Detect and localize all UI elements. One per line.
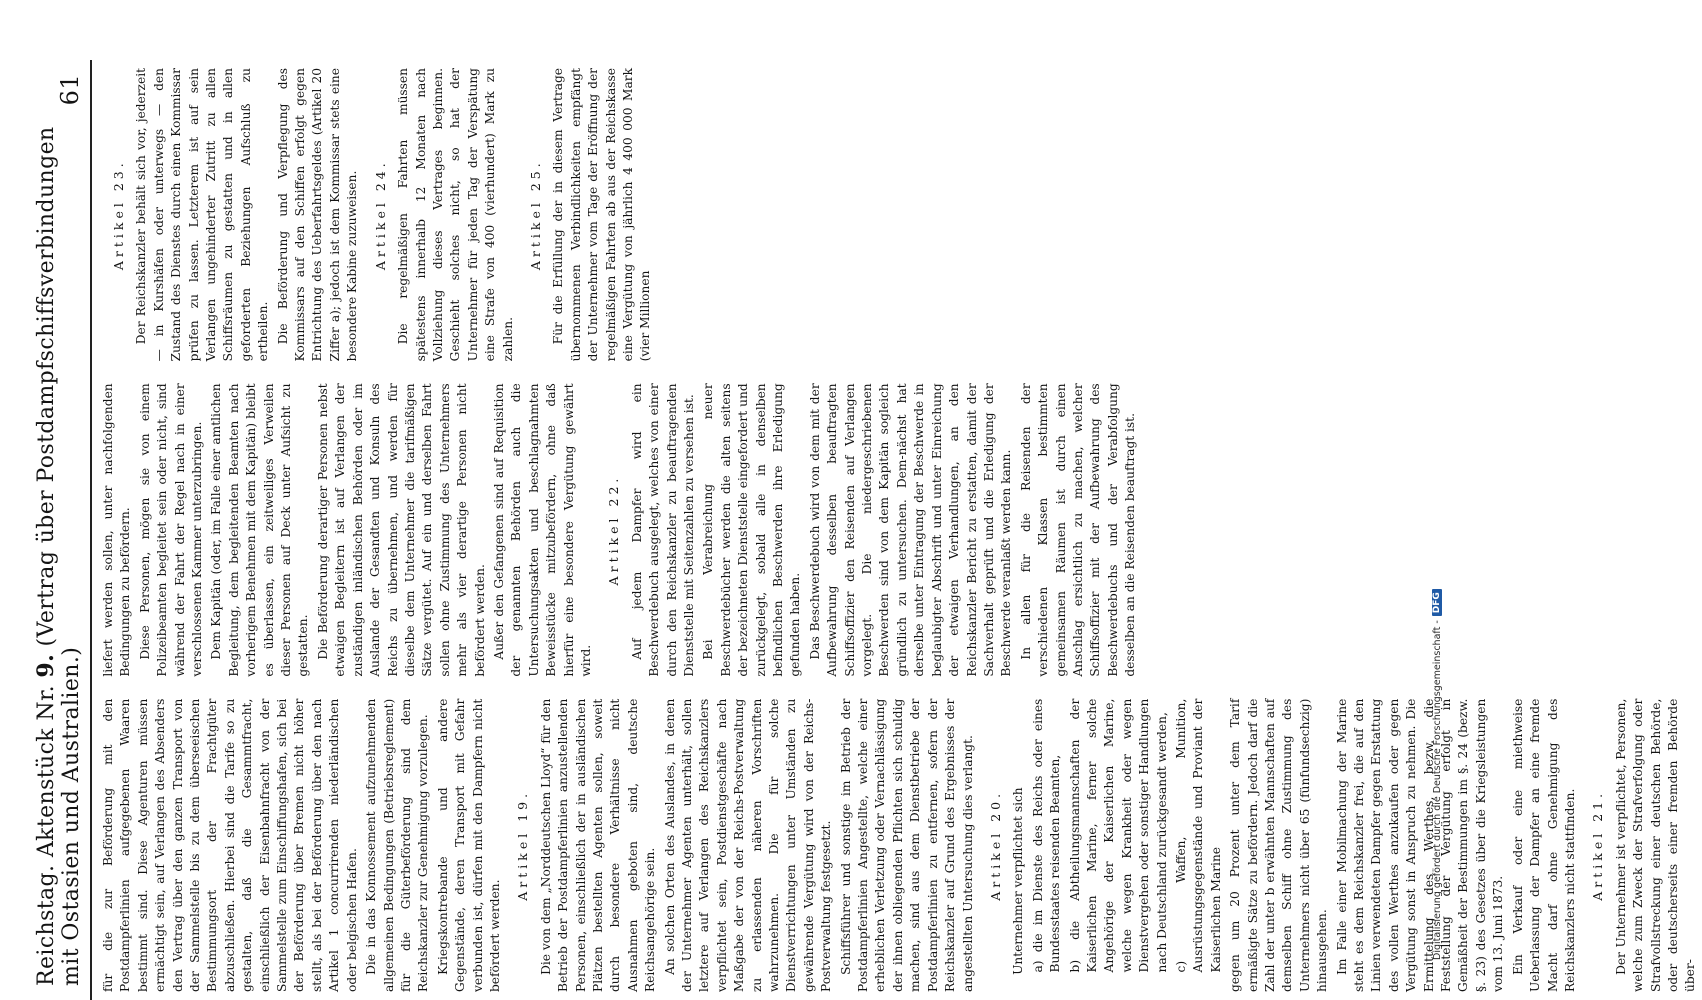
article-24-heading: Artikel 24. bbox=[372, 159, 388, 271]
paragraph: Außer den Gefangenen sind auf Requisition der genannten Behörden auch die Untersuchungsakten und beschlagnahmten Beweisstücke mitzubefördern, ohne daß hierfür eine besondere Vergütung gewährt wird. bbox=[491, 383, 593, 677]
paragraph: Ein Verkauf oder eine miethweise Ueberlassung der Dampfer an eine fremde Macht darf ohne Genehmigung des Reichskanzlers nicht stattfinden. bbox=[1510, 698, 1577, 992]
paragraph: Der Reichskanzler behält sich vor, jederzeit — in Kurshäfen oder unterwegs — den Zustand des Dienstes durch einen Kommissar prüfen zu lassen. Letzterem ist auf sein Verlangen ungehinderter Zutritt zu allen Schiffsräumen zu gestatten und in allen geforderten Beziehungen Aufschluß zu ertheilen. bbox=[134, 68, 271, 362]
list-item: b) die Abtheilungsmannschaften der Kaiserlichen Marine, ferner solche Angehörige der Kaiserlichen Marine, welche wegen Krankheit oder wegen Dienstvergehen oder sonstiger Handlungen nach Deutschland zurückgesandt werden, bbox=[1067, 698, 1169, 973]
dfg-logo: DFG bbox=[1432, 589, 1442, 616]
page-number: 61 bbox=[56, 74, 84, 106]
paragraph: An solchen Orten des Auslandes, in denen der Unternehmer Agenten unterhält, sollen letztere auf Verlangen des Reichskanzlers verpflichtet sein, Postdienstgeschäfte nach Maßgabe der von der Reichs-Postverwaltung zu erlassenden näheren Vorschriften wahrzunehmen. Die für solche Dienstverrichtungen unter Umständen zu gewährende Vergütung wird von der Reichs-Postverwaltung festgesetzt. bbox=[662, 698, 834, 992]
header-title-rest: (Vertrag über Postdampfschiffsverbindungen mit Ostasien und Australien.) bbox=[34, 126, 84, 986]
article-22-heading: Artikel 22. bbox=[606, 474, 622, 586]
article-19-heading: Artikel 19. bbox=[515, 789, 531, 901]
paragraph: liefert werden sollen, unter nachfolgenden Bedingungen zu befördern. bbox=[101, 383, 133, 677]
running-head bbox=[33, 60, 92, 1000]
paragraph: Schiffsführer und sonstige im Betrieb der Postdampferlinien Angestellte, welche einer erheblichen Verletzung oder Vernachlässigung der ihnen obliegenden Pflichten sich schuldig machen, sind aus dem Dienstbetriebe der Postdampferlinien zu entfernen, sofern der Reichskanzler auf Grund des Ergebnisses der angestellten Untersuchung dies verlangt. bbox=[838, 698, 975, 992]
paragraph: Die Beförderung und Verpflegung des Kommissars auf den Schiffen erfolgt gegen Entrichtung des Ueberfahrtsgeldes (Artikel 20 Ziffer a); jedoch ist dem Kommissar stets eine besondere Kabine zuzuweisen. bbox=[275, 68, 360, 362]
paragraph: Auf jedem Dampfer wird ein Beschwerdebuch ausgelegt, welches von einer durch den Reichskanzler zu beauftragenden Dienststelle mit Seitenzahlen zu versehen ist. bbox=[629, 383, 696, 677]
header-number: 9. bbox=[33, 653, 59, 678]
column-right bbox=[100, 68, 1702, 361]
paragraph: gegen um 20 Prozent unter dem Tarif ermäßigte Sätze zu befördern. Jedoch darf die Zahl der unter b erwähnten Mannschaften auf demselben Schiff ohne Zustimmung des Unternehmers nicht über 65 (fünfundsechzig) hinausgehen. bbox=[1228, 698, 1330, 992]
paragraph: Der Unternehmer ist verpflichtet, Personen, welche zum Zweck der Strafverfolgung oder Strafvollstreckung einer deutschen Behörde, oder deutscherseits einer fremden Behörde über- bbox=[1613, 698, 1698, 992]
paragraph: Für die Erfüllung der in diesem Vertrage übernommenen Verbindlichkeiten empfängt der Unternehmer vom Tage der Eröffnung der regelmäßigen Fahrten ab aus der Reichskasse eine Vergütung von jährlich 4 400 000 Mark (vier Millionen bbox=[551, 68, 653, 362]
paragraph: Diese Personen, mögen sie von einem Polizeibeamten begleitet sein oder nicht, sind während der Fahrt der Regel nach in einer verschlossenen Kammer unterzubringen. bbox=[137, 383, 205, 677]
digitization-credit bbox=[1410, 40, 1443, 960]
article-21-heading: Artikel 21. bbox=[1590, 789, 1606, 901]
list-item: c) Waffen, Munition, Ausrüstungsgegenstände und Proviant der Kaiserlichen Marine bbox=[1173, 698, 1223, 973]
paragraph: In allen für die Reisenden der verschiedenen Klassen bestimmten gemeinsamen Räumen ist durch einen Anschlag ersichtlich zu machen, welcher Schiffsoffizier mit der Aufbewahrung des Beschwerdebuchs und der Verabfolgung desselben an die Reisenden beauftragt ist. bbox=[1018, 383, 1138, 677]
paragraph: Die von dem „Norddeutschen Lloyd“ für den Betrieb der Postdampferlinien anzustellenden Personen, einschließlich der in ausländischen Plätzen bestellten Agenten sollen, soweit durch besondere Verhältnisse nicht Ausnahmen geboten sind, deutsche Reichsangehörige sein. bbox=[538, 698, 658, 992]
paragraph: Die regelmäßigen Fahrten müssen spätestens innerhalb 12 Monaten nach Vollziehung dieses Vertrages beginnen. Geschieht solches nicht, so hat der Unternehmer für jeden Tag der Verspätung eine Strafe von 400 (vierhundert) Mark zu zahlen. bbox=[396, 68, 515, 362]
credit-text: Digitalisierung gefördert durch die Deutsche Forschungsgemeinschaft - bbox=[1431, 620, 1443, 960]
article-20-heading: Artikel 20. bbox=[987, 789, 1003, 901]
paragraph: Bei Verabreichung neuer Beschwerdebücher werden die alten seitens der bezeichneten Dienststelle eingefordert und zurückgelegt, sobald alle in denselben befindlichen Beschwerden ihre Erledigung gefunden haben. bbox=[701, 383, 803, 677]
header-title bbox=[33, 105, 84, 986]
paragraph: Die in das Konnossement aufzunehmenden allgemeinen Bedingungen (Betriebsreglement) für die Güterbeförderung sind dem Reichskanzler zur Genehmigung vorzulegen. bbox=[364, 698, 431, 992]
list-item: a) die im Dienste des Reichs oder eines Bundesstaates reisenden Beamten, bbox=[1030, 698, 1063, 973]
paragraph: Unternehmer verpflichtet sich bbox=[1011, 787, 1026, 975]
paragraph: Kriegskontrebande und andere Gegenstände, deren Transport mit Gefahr verbunden ist, dürfen mit den Dampfern nicht befördert werden. bbox=[435, 698, 502, 992]
paragraph: Das Beschwerdebuch wird von dem mit der Aufbewahrung desselben beauftragten Schiffsoffizier den Reisenden auf Verlangen vorgelegt. Die niedergeschriebenen Beschwerden sind von dem Kapitän sogleich gründlich zu untersuchen. Dem-nächst hat derselbe unter Eintragung der Beschwerde in beglaubigter Abschrift und unter Einreichung der etwaigen Verhandlungen, an den Reichskanzler Bericht zu erstatten, damit der Sachverhalt geprüft und die Erledigung der Beschwerde veranlaßt werden kann. bbox=[807, 383, 1014, 677]
column-middle bbox=[100, 383, 1702, 676]
paragraph: Dem Kapitän (oder, im Falle einer amtlichen Begleitung, dem begleitenden Beamten nach vorherigem Benehmen mit dem Kapitän) bleibt es überlassen, ein zeitweiliges Verweilen dieser Personen auf Deck unter Aufsicht zu gestatten. bbox=[209, 383, 311, 677]
article-23-heading: Artikel 23. bbox=[111, 159, 126, 271]
article-25-heading: Artikel 25. bbox=[527, 159, 543, 271]
paragraph: für die zur Beförderung mit den Postdampferlinien aufgegebenen Waaren bestimmt sind. Diese Agenturen müssen ermächtigt sein, auf Verlangen des Absenders den Vertrag über den ganzen Transport von der Sammelstelle bis zu dem überseeischen Bestimmungsort der Frachtgüter abzuschließen. Hierbei sind die Tarife so zu gestalten, daß die Gesammtfracht, einschließlich der Eisenbahnfracht von der Sammelstelle zum Einschiffungshafen, sich bei der Beförderung über Bremen nicht höher stellt, als bei der Beförderung über den nach Artikel 1 concurrirenden niederländischen oder belgischen Hafen. bbox=[101, 698, 359, 992]
paragraph: Im Falle einer Mobilmachung der Marine steht es dem Reichskanzler frei, die auf den Linien verwendeten Dampfer gegen Erstattung des vollen Werthes anzukaufen oder gegen Vergütung sonst in Anspruch zu nehmen. Die Ermittelung des Werthes, bezw. die Feststellung der Vergütung erfolgt in Gemäßheit der Bestimmungen im §. 24 (bezw. §. 23) des Gesetzes über die Kriegsleistungen vom 13. Juni 1873. bbox=[1334, 698, 1506, 992]
column-left bbox=[100, 699, 1702, 992]
header-title-prefix: Reichstag. Aktenstück Nr. bbox=[34, 685, 59, 986]
paragraph: Die Beförderung derartiger Personen nebst etwaigen Begleitern ist auf Verlangen der zuständigen inländischen Behörden oder im Auslande der Gesandten und Konsuln des Reichs zu übernehmen, und werden für dieselbe dem Unternehmer die tarifmäßigen Sätze vergütet. Auf ein und derselben Fahrt sollen ohne Zustimmung des Unternehmers mehr als vier derartige Personen nicht befördert werden. bbox=[315, 383, 487, 677]
